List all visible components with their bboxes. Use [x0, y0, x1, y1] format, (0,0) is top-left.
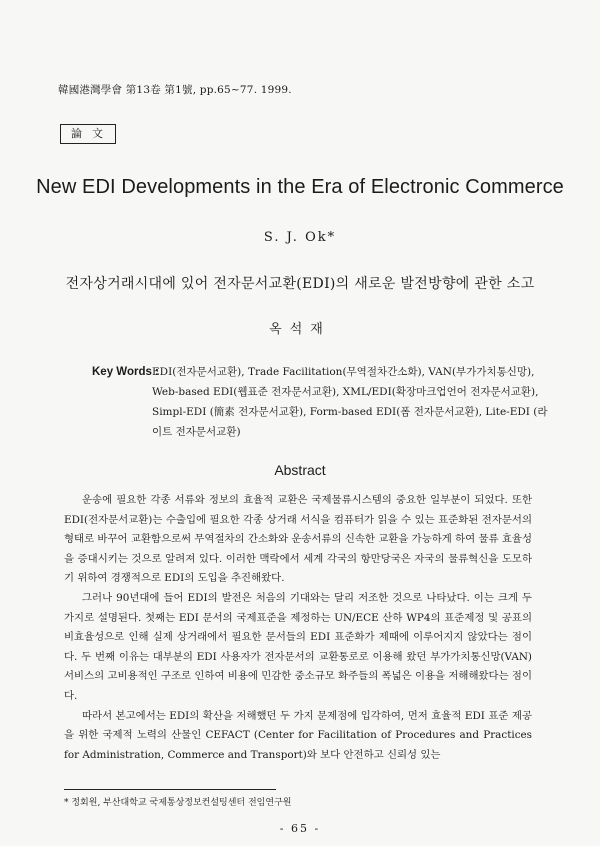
abstract-paragraph: 따라서 본고에서는 EDI의 확산을 저해했던 두 가지 문제점에 입각하여, 먼저 효율적 EDI 표준 제공을 위한 국제적 노력의 산물인 CEFACT (Center for Facilitation of Procedures and Practices for Administration, Commerce and Transport)와 보다 안전하고 신뢰성 있는 [64, 709, 532, 761]
abstract-heading: Abstract [274, 462, 326, 478]
paper-title-korean: 전자상거래시대에 있어 전자문서교환(EDI)의 새로운 발전방향에 관한 소고 [65, 276, 535, 292]
journal-citation: 韓國港灣學會 第13卷 第1號, pp.65~77. 1999. [58, 84, 292, 96]
abstract-paragraph: 그러나 90년대에 들어 EDI의 발전은 처음의 기대와는 달리 저조한 것으로 나타났다. 이는 크게 두 가지로 설명된다. 첫째는 EDI 문서의 국제표준을 제정하는 UN/ECE 산하 WP4의 표준제정 및 공표의 비효율성으로 인해 실제 상거래에서 필요한 문서들의 EDI 표준화가 제때에 이루어지지 않았다는 점이다. 두 번째 이유는 대부분의 EDI 사용자가 전자문서의 교환통로로 이용해 왔던 부가가치통신망(VAN) 서비스의 고비용적인 구조로 인하여 비용에 민감한 중소규모 화주들의 폭넓은 이용을 저해해왔다는 점이다. [64, 591, 532, 702]
abstract-body [64, 491, 532, 765]
article-category-label: 論文 [60, 124, 116, 144]
abstract-paragraph: 운송에 필요한 각종 서류와 정보의 효율적 교환은 국제물류시스템의 중요한 일부분이 되었다. 또한 EDI(전자문서교환)는 수출입에 필요한 각종 상거래 서식을 컴퓨터가 읽을 수 있는 표준화된 전자문서의 형태로 바꾸어 교환함으로써 무역절차의 간소화와 운송서류의 신속한 교환을 가능하게 하여 물류 효율성을 증대시키는 것으로 알려져 있다. 이러한 맥락에서 세계 각국의 항만당국은 자국의 물류혁신을 도모하기 위하여 경쟁적으로 EDI의 도입을 추진해왔다. [64, 494, 532, 585]
keywords-text: EDI(전자문서교환), Trade Facilitation(무역절차간소화), VAN(부가가치통신망), Web-based EDI(웹표준 전자문서교환), XML/EDI(확장마크업언어 전자문서교환), Simpl-EDI (簡素 전자문서교환), Form-based EDI(폼 전자문서교환), Lite-EDI (라이트 전자문서교환) [152, 366, 548, 438]
keywords-label: Key Words : [92, 366, 159, 378]
paper-title-english: New EDI Developments in the Era of Electronic Commerce [36, 176, 564, 198]
author-name-english: S. J. Ok* [263, 230, 337, 245]
keywords-block [92, 362, 552, 442]
author-affiliation-footnote: * 정회원, 부산대학교 국제통상정보컨설팅센터 전임연구원 [64, 798, 292, 808]
footnote-divider [64, 789, 276, 790]
author-name-korean: 옥석재 [269, 322, 331, 337]
page-number: - 65 - [279, 822, 321, 835]
